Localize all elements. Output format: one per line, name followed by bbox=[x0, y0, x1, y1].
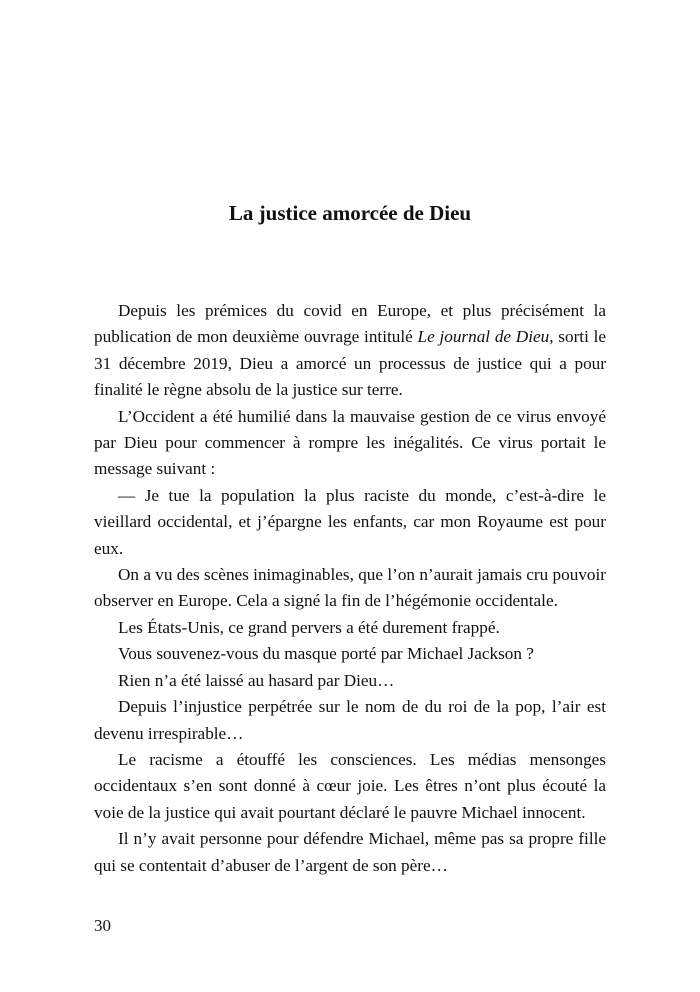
chapter-title: La justice amorcée de Dieu bbox=[228, 201, 472, 225]
dialogue-paragraph: — Je tue la population la plus raciste du monde, c’est-à-dire le vieillard occidental, et j’épargne les enfants, car mon Royaume est pour eux. bbox=[94, 485, 606, 558]
paragraph: Les États-Unis, ce grand pervers a été durement frappé. bbox=[118, 617, 500, 637]
paragraph bbox=[94, 298, 606, 404]
paragraph: On a vu des scènes inimaginables, que l’on n’aurait jamais cru pouvoir observer en Europe. Cela a signé la fin de l’hégémonie occidentale. bbox=[94, 565, 606, 611]
paragraph: L’Occident a été humilié dans la mauvaise gestion de ce virus envoyé par Dieu pour commencer à rompre les inégalités. Ce virus portait le message suivant : bbox=[94, 406, 606, 479]
paragraph: Vous souvenez-vous du masque porté par Michael Jackson ? bbox=[118, 644, 534, 664]
paragraph-text: , sorti le 31 décembre 2019, Dieu a amorcé un processus de justice qui a pour finalité le règne absolu de la justice sur terre. bbox=[94, 327, 607, 400]
paragraph-text: Depuis les prémices du covid en Europe, et plus précisément la publication de mon deuxième ouvrage intitulé bbox=[94, 301, 606, 347]
page-number: 30 bbox=[94, 916, 111, 935]
paragraph: Rien n’a été laissé au hasard par Dieu… bbox=[118, 670, 395, 690]
book-title-italic: Le journal de Dieu bbox=[417, 327, 550, 347]
chapter-body bbox=[94, 298, 606, 879]
paragraph: Il n’y avait personne pour défendre Michael, même pas sa propre fille qui se contentait d’abuser de l’argent de son père… bbox=[94, 829, 606, 875]
paragraph: Depuis l’injustice perpétrée sur le nom de du roi de la pop, l’air est devenu irrespirable… bbox=[94, 697, 606, 743]
paragraph: Le racisme a étouffé les consciences. Les médias mensonges occidentaux s’en sont donné à cœur joie. Les êtres n’ont plus écouté la voie de la justice qui avait pourtant déclaré le pauvre Michael innocent. bbox=[94, 749, 606, 822]
